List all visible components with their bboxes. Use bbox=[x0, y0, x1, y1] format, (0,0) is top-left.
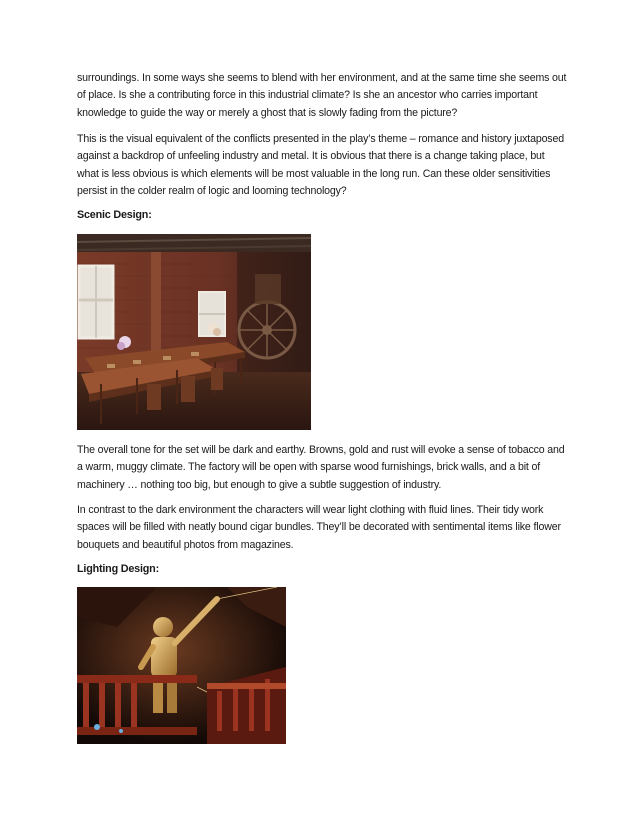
scenic-design-photo bbox=[77, 234, 311, 430]
lighting-design-photo bbox=[77, 587, 286, 744]
paragraph-surroundings: surroundings. In some ways she seems to blend with her environment, and at the same time she seems out of place. Is she a contributing force in this industrial climate? Is she an ancestor who carries important knowledge to guide the way or merely a ghost that is slowly fading from the picture? bbox=[77, 72, 567, 119]
lighting-design-heading: Lighting Design: bbox=[77, 563, 159, 575]
paragraph-overall-tone: The overall tone for the set will be dark and earthy. Browns, gold and rust will evoke a sense of tobacco and a warm, muggy climate. The factory will be open with sparse wood furnishings, brick walls, and a bit of machinery … nothing too big, but enough to give a subtle suggestion of industry. bbox=[77, 444, 565, 491]
scenic-design-heading: Scenic Design: bbox=[77, 209, 152, 221]
paragraph-contrast: In contrast to the dark environment the characters will wear light clothing with fluid lines. Their tidy work spaces will be filled with neatly bound cigar bundles. They’ll be decorated with sentimental items like flower bouquets and beautiful photos from magazines. bbox=[77, 504, 561, 551]
paragraph-visual-equivalent: This is the visual equivalent of the conflicts presented in the play’s theme – romance and history juxtaposed against a backdrop of unfeeling industry and metal. It is obvious that there is a change taking place, but what is less obvious is which elements will be most valuable in the long run. Can these older sensitivities persist in the colder realm of logic and looming technology? bbox=[77, 133, 564, 197]
